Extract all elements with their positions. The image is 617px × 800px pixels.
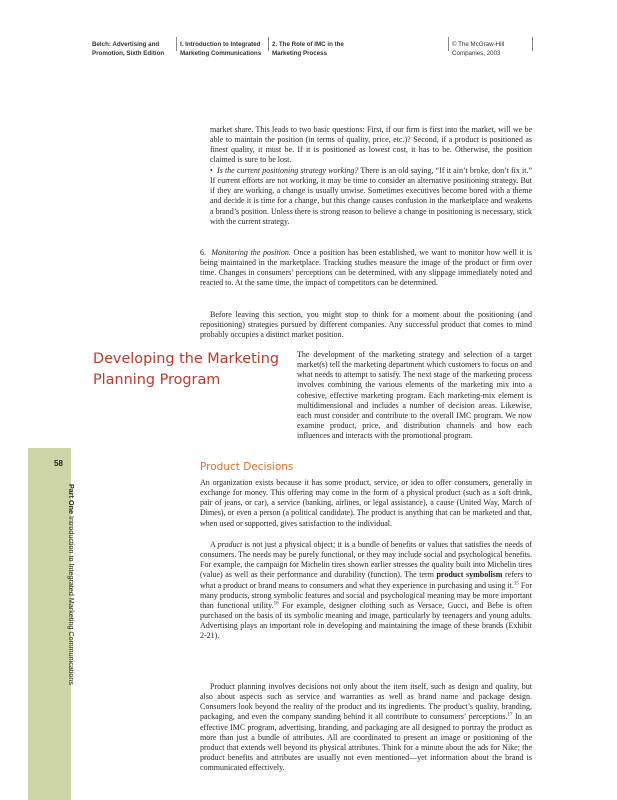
text-run: refers to what a product or brand means to consumers and what they experience in purchasing and using it.: [200, 570, 532, 590]
header-chapter-title: 2. The Role of IMC in the Marketing Process: [272, 41, 344, 57]
list-item-number: 6.: [200, 248, 206, 257]
subsection-heading: Product Decisions: [200, 461, 294, 473]
header-divider: [532, 37, 533, 51]
header-divider: [176, 37, 177, 51]
text-run: For example, designer clothing such as Versace, Gucci, and Bebe is often purchased on the basis of its symbolic meaning and image, particularly by teenagers and young adults. Advertising plays an important role in developing and maintaining the image of these brands (Exhibit 2-21).: [200, 600, 532, 641]
list-item-term: Monitoring the position.: [211, 248, 291, 257]
bullet-positioning-working: [210, 166, 532, 227]
sidebar-part-label: Part One: [67, 484, 76, 514]
text-run: In an effective IMC program, advertising, branding, and packaging are all designed to portray the product as more than just a bundle of attributes. All are coordinated to present an image or positioning of the product that extends well beyond its physical attributes. Think for a minute about the ads for Nike; the product benefits and attributes are usually not even mentioned—yet information about the brand is communicated effectively.: [200, 712, 533, 773]
bullet-text: There is an old saying, “If it ain’t broke, don’t fix it.” If current efforts are not working, it may be time to consider an alternative positioning strategy. But if they are working, a change is usually unwise. Sometimes executives become bored with a theme and decide it is time for a change, but this change causes confusion in the marketplace and weakens a brand’s position. Unless there is strong reason to believe a change in positioning is necessary, stick with the current strategy.: [210, 166, 533, 226]
text-run: is not just a physical object; it is a bundle of benefits or values that satisfies the needs of consumers. The needs may be purely functional, or they may include social and psychological benefits. For example, the campaign for Michelin tires shown earlier stresses the quality built into Michelin tires (value) as well as their performance and durability (function). The term: [200, 540, 532, 580]
sidebar-part-title: Introduction to Integrated Marketing Communications: [67, 515, 76, 685]
paragraph-development-intro: The development of the marketing strategy and selection of a target market(s) tell the marketing department which customers to focus on and what needs to attempt to satisfy. The next stage of the marketing process involves combining the various elements of the marketing mix into a cohesive, effective marketing program. Each marketing-mix element is multidimensional and includes a number of decision areas. Likewise, each must consider and contribute to the overall IMC program. We now examine product, price, and distribution channels and how each influences and interacts with the promotional program.: [297, 350, 532, 441]
paragraph-organization: An organization exists because it has some product, service, or idea to offer consumers, generally in exchange for money. This offering may come in the form of a physical product (such as a soft drink, pair of jeans, or car), a service (banking, airlines, or legal assistance), a cause (United Way, March of Dimes), or even a person (a political candidate). The product is anything that can be marketed and that, when used or supported, gives satisfaction to the individual.: [200, 478, 532, 528]
paragraph-product-definition: [200, 540, 532, 642]
footnote-ref-15: 15: [513, 580, 519, 586]
header-part-title: I. Introduction to Integrated Marketing Communications: [180, 41, 262, 57]
paragraph-market-share: market share. This leads to two basic questions: First, if our firm is first into the market, will we be able to maintain the position (in terms of quality, price, etc.)? Second, if a product is positioned as finest quality, it must be. If it is positioned as lowest cost, it has to be. Otherwise, the position claimed is sure to be lost.: [210, 125, 532, 165]
footnote-ref-17: 17: [507, 712, 513, 718]
list-item-text: Once a position has been established, we want to monitor how well it is being maintained in the marketplace. Tracking studies measure the image of the product or firm over time. Changes in consumers’ perceptions can be determined, with any slippage immediately noted and reacted to. At the same time, the impact of competitors can be determined.: [200, 248, 533, 288]
header-copyright: © The McGraw-Hill Companies, 2003: [452, 41, 505, 57]
list-item-monitoring: [200, 248, 532, 289]
paragraph-before-leaving: Before leaving this section, you might stop to think for a moment about the positioning (and repositioning) strategies pursued by different companies. Any successful product that comes to mind probably occupies a distinct market position.: [200, 310, 532, 340]
bullet-mark: •: [210, 166, 213, 175]
section-heading: Developing the Marketing Planning Program: [93, 351, 279, 388]
emphasis-product: product: [217, 540, 243, 549]
header-book-title: Belch: Advertising and Promotion, Sixth Edition: [92, 41, 165, 57]
text-run: Product planning involves decisions not only about the item itself, such as design and quality, but also about aspects such as service and warranties as well as brand name and package design. Consumers look beyond the reality of the product and its ingredients. The product’s quality, branding, packaging, and even the company standing behind it all contribute to consumers’ perceptions.: [200, 682, 532, 722]
text-run: For many products, strong symbolic features and social and psychological meaning may be more important than functional utility.: [200, 580, 532, 610]
paragraph-product-planning: [200, 682, 532, 773]
text-run: A: [210, 540, 218, 549]
key-term-product-symbolism: product symbolism: [436, 570, 503, 580]
page-number: 58: [54, 459, 63, 468]
sidebar-running-title: [64, 484, 76, 709]
bullet-question: Is the current positioning strategy working?: [217, 166, 359, 175]
header-divider: [448, 37, 449, 51]
header-divider: [268, 37, 269, 51]
footnote-ref-16: 16: [273, 601, 279, 607]
